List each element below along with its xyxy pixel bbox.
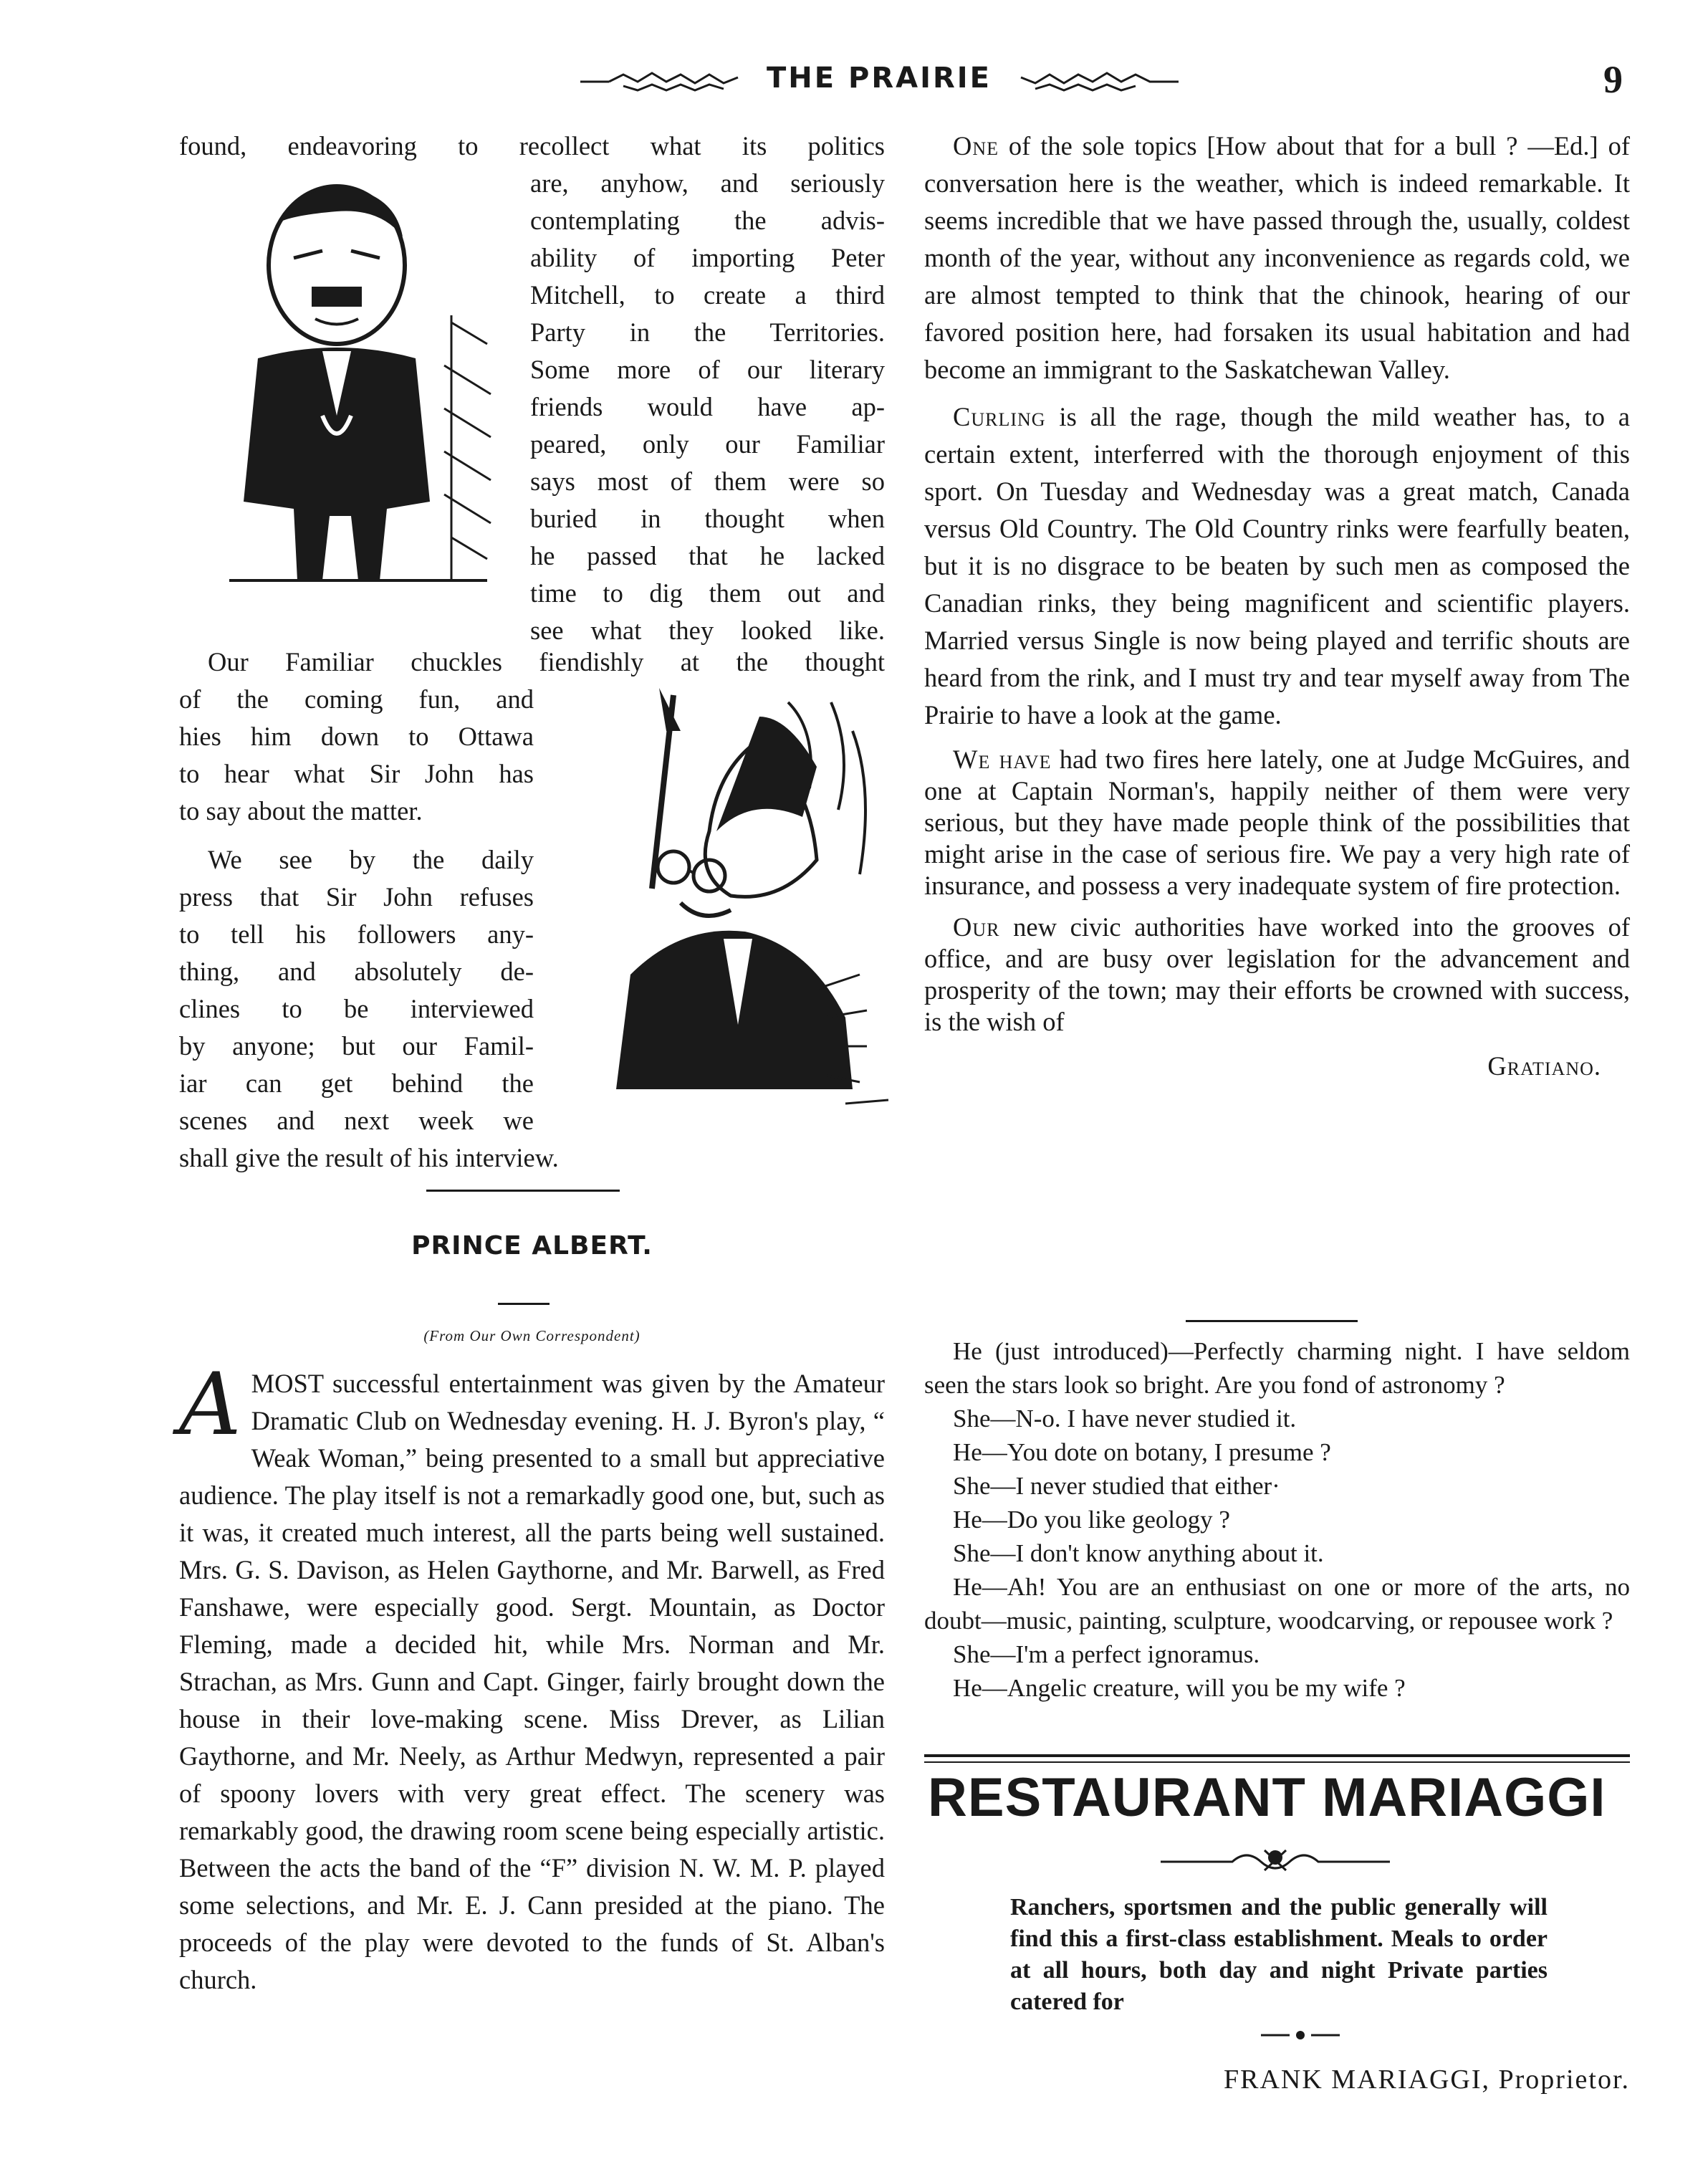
dialog-line: He—Ah! You are an enthusiast on one or more of the arts, no doubt—music, painting, sculpture, woodcarving, or repousee work ? — [924, 1573, 1630, 1635]
lead-word: One — [953, 131, 999, 161]
paragraph-text: of the sole topics [How about that for a bull ? —Ed.] of conversation here is the weather, which is indeed remarkable. It seems incredible that we have passed through the, usually, coldest month of the year, without any inconvenience as regards cold, we are almost tempted to think that the chinook, hearing of our favored position here, had forsaken its usual habitation and had become an immigrant to the Saskatchewan Valley. — [924, 131, 1630, 384]
lead-word: Curling — [953, 402, 1046, 431]
familiar-paragraph-cont — [179, 681, 534, 830]
dialog-line: She—I'm a perfect ignoramus. — [953, 1640, 1260, 1668]
caricature-familiar-icon — [573, 688, 896, 1118]
para-line: scenes and next week we — [179, 1106, 534, 1135]
paragraph-text: is all the rage, though the mild weather has, to a certain extent, interferred with the thorough enjoyment of this sport. On Tuesday and Wednesday was a great match, Canada versus Old Country. The Old Country rinks were fearfully beaten, but it is no disgrace to be beaten by such men as composed the Canadian rinks, they being magnificent and scientific players. Married versus Single is now being played and terrific shouts are heard from the rink, and I must try and tear myself away from The Prairie to have a look at the game. — [924, 402, 1631, 730]
dialog-line: She—I don't know anything about it. — [953, 1539, 1324, 1567]
civic-paragraph — [924, 912, 1630, 1038]
page-header — [0, 57, 1708, 107]
intro-line: peared, only our Familiar — [530, 429, 885, 459]
section-divider — [426, 1190, 620, 1192]
section-note: (From Our Own Correspondent) — [423, 1327, 640, 1344]
intro-line: friends would have ap- — [530, 392, 885, 421]
para-line: clines to be interviewed — [179, 994, 534, 1023]
ad-small-ornament-icon — [1261, 2028, 1340, 2042]
para-line: hies him down to Ottawa — [179, 722, 534, 751]
intro-line: buried in thought when — [530, 504, 885, 533]
dialog-line: He (just introduced)—Perfectly charming night. I have seldom seen the stars look so bright. Are you fond of astronomy ? — [924, 1337, 1630, 1399]
prince-albert-article — [179, 1355, 885, 1999]
ad-rule-top — [924, 1754, 1630, 1757]
intro-line: see what they looked like. — [530, 616, 885, 645]
intro-first-line: found, endeavoring to recollect what its politics — [179, 131, 885, 161]
dropcap-letter: A — [179, 1355, 241, 1455]
page-number: 9 — [1603, 58, 1623, 101]
intro-line: says most of them were so — [530, 467, 885, 496]
para-line: iar can get behind the — [179, 1068, 534, 1098]
lead-word: We have — [953, 745, 1052, 774]
dialog-line: She—I never studied that either· — [953, 1472, 1280, 1500]
dialog-line: He—Do you like geology ? — [953, 1506, 1230, 1534]
author-signature: Gratiano. — [1487, 1051, 1601, 1081]
article-body: evening. H. J. Byron's play, “ Weak Woman,” being presented to a small but appreciative audience. The play itself is not a remarkadly good one, but, such as it was, it created much interest, all the parts being well sustained. Mrs. G. S. Davison, as Helen Gaythorne, and Mr. Barwell, as Fred Fanshawe, were especially good. Sergt. Mountain, as Doctor Fleming, made a decided hit, while Mrs. Norman and Mr. Strachan, as Mrs. Gunn and Capt. Ginger, fairly brought down the house in their love-making scene. Miss Drever, as Lilian Gaythorne, and Mr. Neely, as Arthur Medwyn, represented a pair of spoony lovers with very great effect. The scenery was remarkably good, the drawing room scene being especially artistic. Between the acts the band of the “F” division N. W. M. P. played some selections, and Mr. E. J. Cann presided at the piano. The proceeds of the play were devoted to the funds of St. Alban's church. — [179, 1406, 885, 1994]
ad-ornament-icon — [1161, 1842, 1390, 1878]
right-column-article — [924, 128, 1630, 1085]
restaurant-ad-signature: FRANK MARIAGGI, Proprietor. — [1224, 2065, 1630, 2095]
dialog-line: He—You dote on botany, I presume ? — [953, 1438, 1331, 1466]
intro-line: are, anyhow, and seriously — [530, 168, 885, 198]
para-line: by anyone; but our Famil- — [179, 1031, 534, 1061]
publication-title: THE PRAIRIE — [767, 62, 992, 95]
dialog-divider — [1186, 1320, 1358, 1322]
intro-line: ability of importing Peter — [530, 243, 885, 272]
para-line: Our Familiar chuckles fiendishly at the thought — [208, 647, 885, 676]
dialog-block — [924, 1334, 1630, 1705]
restaurant-ad-body: Ranchers, sportsmen and the public generally will find this a first-class establishment. Meals to order at all hours, both day and night Private parties catered for — [1010, 1894, 1548, 2015]
sir-john-paragraph — [179, 841, 534, 1139]
intro-line: Some more of our literary — [530, 355, 885, 384]
intro-line: he passed that he lacked — [530, 541, 885, 570]
article-first: MOST successful entertainment was given by the Amateur Dramatic Club on Wednesday — [251, 1369, 885, 1435]
para-line: of the coming fun, and — [179, 684, 534, 714]
intro-line: contemplating the advis- — [530, 206, 885, 235]
paragraph-text: had two fires here lately, one at Judge McGuires, and one at Captain Norman's, happily neither of them were very serious, but they have made people think of the possibilities that might arise in the case of serious fire. We pay a very high rate of insurance, and possess a very inadequate system of fire protection. — [924, 745, 1630, 900]
dialog-line: He—Angelic creature, will you be my wife ? — [953, 1674, 1406, 1702]
dialog-line: She—N-o. I have never studied it. — [953, 1405, 1297, 1432]
header-ornament-left — [580, 67, 745, 96]
fires-paragraph — [924, 744, 1630, 901]
para-line: We see by the daily — [208, 845, 534, 874]
intro-text-block — [530, 165, 885, 649]
intro-line: Mitchell, to create a third — [530, 280, 885, 310]
paragraph-text: new civic authorities have worked into the grooves of office, and are busy over legislation for the advancement and prosperity of the town; may their efforts be crowned with success, is the wish of — [924, 912, 1630, 1036]
para-line: thing, and absolutely de- — [179, 957, 534, 986]
ad-rule-top-2 — [924, 1761, 1630, 1763]
header-ornament-right — [1014, 67, 1179, 96]
caricature-portrait-icon — [215, 179, 494, 595]
para-line: shall give the result of his interview. — [179, 1143, 559, 1172]
para-line: to hear what Sir John has — [179, 759, 534, 788]
weather-paragraph — [924, 128, 1630, 388]
title-underline — [498, 1303, 550, 1305]
lead-word: Our — [953, 912, 1000, 942]
curling-paragraph — [924, 398, 1630, 734]
para-line: to say about the matter. — [179, 796, 423, 826]
familiar-paragraph — [179, 644, 885, 681]
section-title: PRINCE ALBERT. — [411, 1231, 653, 1261]
intro-line: Party in the Territories. — [530, 317, 885, 347]
intro-line: time to dig them out and — [530, 578, 885, 608]
para-line: press that Sir John refuses — [179, 882, 534, 912]
para-line: to tell his followers any- — [179, 919, 534, 949]
restaurant-ad-title: RESTAURANT MARIAGGI — [928, 1767, 1606, 1828]
